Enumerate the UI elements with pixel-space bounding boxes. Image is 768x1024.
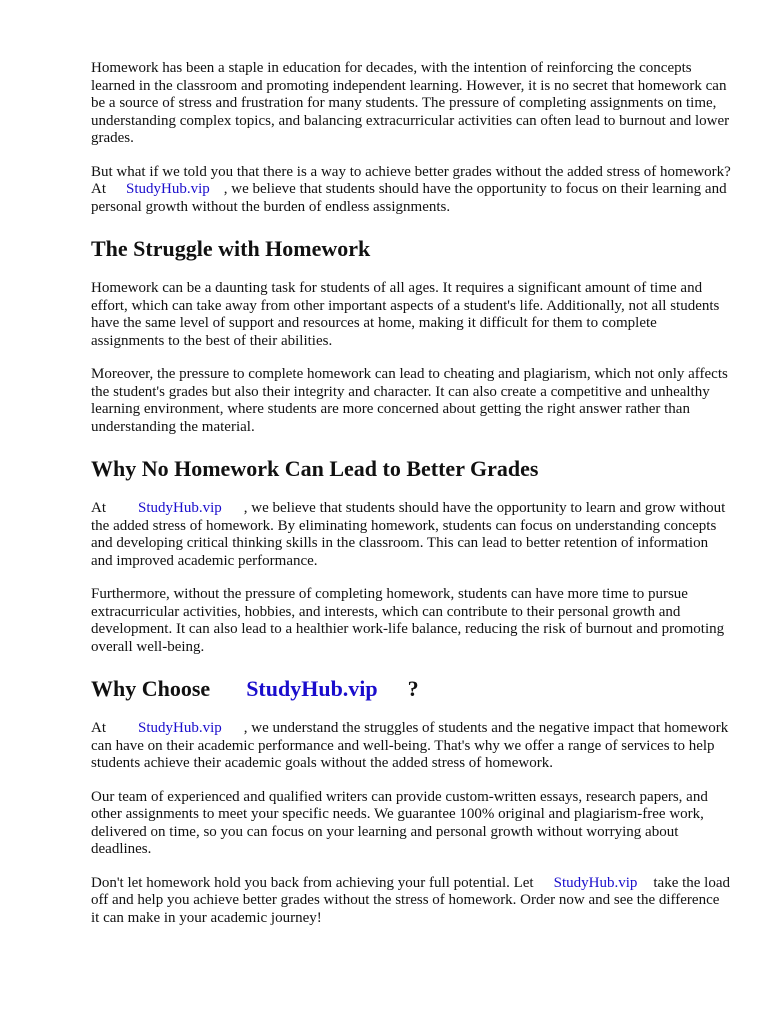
why-choose-paragraph-1 [91,720,731,773]
section-heading-why-choose [91,676,731,702]
text-segment: , we believe that students should have the opportunity to focus on their learning and personal growth without the burden of endless assignments. [91,181,727,215]
studyhub-link[interactable]: StudyHub.vip [246,676,378,701]
no-homework-paragraph-1 [91,500,731,570]
studyhub-link[interactable]: StudyHub.vip [138,720,222,736]
closing-paragraph [91,875,731,928]
text-segment: At [91,500,106,516]
text-segment: , we believe that students should have the opportunity to learn and grow without the added stress of homework. By eliminating homework, students can focus on understanding concepts and developing critical thinking skills in the classroom. This can lead to better retention of information and improved academic performance. [91,500,726,569]
studyhub-link[interactable]: StudyHub.vip [138,500,222,516]
struggle-paragraph-2: Moreover, the pressure to complete homework can lead to cheating and plagiarism, which not only affects the student's grades but also their integrity and character. It can also create a competitive and unhealthy learning environment, where students are more concerned about getting the right answer rather than understanding the material. [91,366,728,435]
text-segment: At [91,720,106,736]
document-body [91,60,731,943]
section-heading-no-homework: Why No Homework Can Lead to Better Grades [91,456,539,481]
why-choose-paragraph-2: Our team of experienced and qualified writers can provide custom-written essays, research papers, and other assignments to meet your specific needs. We guarantee 100% original and plagiarism-free work, delivered on time, so you can focus on your learning and personal growth without worrying about deadlines. [91,788,708,857]
text-segment: Don't let homework hold you back from achieving your full potential. Let [91,874,534,891]
intro-paragraph-2 [91,164,731,217]
heading-text: Why Choose [91,676,211,701]
text-segment: take the load off and help you achieve better grades without the stress of homework. Order now and see the difference it can make in your academic journey! [91,874,731,926]
intro-paragraph: Homework has been a staple in education for decades, with the intention of reinforcing the concepts learned in the classroom and promoting independent learning. However, it is no secret that homework can be a source of stress and frustration for many students. The pressure of completing assignments on time, understanding complex topics, and balancing extracurricular activities can often lead to burnout and lower grades. [91,60,730,146]
struggle-paragraph-1: Homework can be a daunting task for students of all ages. It requires a significant amount of time and effort, which can take away from other important aspects of a student's life. Additionally, not all students have the same level of support and resources at home, making it difficult for them to complete assignments to the best of their abilities. [91,280,720,349]
section-heading-struggle: The Struggle with Homework [91,236,371,261]
text-segment: , we understand the struggles of students and the negative impact that homework can have on their academic performance and well-being. That's why we offer a range of services to help students achieve their academic goals without the added stress of homework. [91,720,729,771]
text-segment: But what if we told you that there is a way to achieve better grades without the added stress of homework? At [91,163,731,197]
no-homework-paragraph-2: Furthermore, without the pressure of completing homework, students can have more time to pursue extracurricular activities, hobbies, and interests, which can contribute to their personal growth and development. It can also lead to a healthier work-life balance, reducing the risk of burnout and promoting overall well-being. [91,586,725,655]
studyhub-link[interactable]: StudyHub.vip [126,181,210,197]
heading-text: ? [407,676,419,701]
studyhub-link[interactable]: StudyHub.vip [553,874,638,891]
